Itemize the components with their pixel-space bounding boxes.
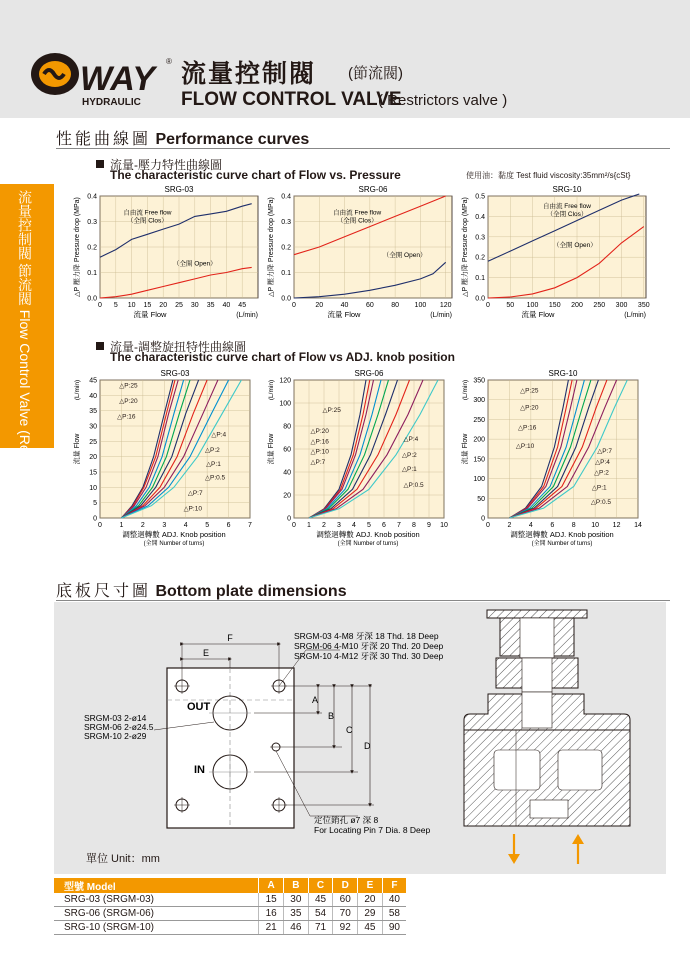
cell-c: 45 xyxy=(308,893,333,907)
cell-d: 92 xyxy=(333,921,358,935)
x-axis-label: 流量 Flow xyxy=(521,310,555,319)
chart-srg10-pressure xyxy=(458,184,658,330)
y-tick-label: 0.5 xyxy=(475,193,485,201)
x-tick-label: 7 xyxy=(248,522,252,529)
thread-callout-2: SRGM-06 4-M10 牙深 20 Thd. 20 Deep xyxy=(294,641,444,651)
x-tick-label: 8 xyxy=(412,522,416,529)
curve-label-p-2: △P:2 xyxy=(594,469,609,477)
curve-label-p-7: △P:7 xyxy=(187,490,203,497)
curve-label-p-25: △P:25 xyxy=(322,407,341,415)
x-axis-label: 調整迴轉數 ADJ. Knob position xyxy=(122,530,226,539)
x-tick-label: 10 xyxy=(591,522,600,529)
col-model: 型號 Model xyxy=(54,878,259,893)
curve-label-p-4: △P:4 xyxy=(403,435,419,443)
y-axis-label: 流量 Flow xyxy=(74,433,81,465)
y-tick-label: 5 xyxy=(93,500,97,508)
curve-label-p-10: △P:10 xyxy=(515,442,535,450)
cell-c: 54 xyxy=(308,907,333,921)
group1-bullet: 流量-壓力特性曲線圖 xyxy=(96,156,222,173)
bullet-square-icon xyxy=(96,160,104,168)
x-tick-label: 1 xyxy=(119,522,124,529)
y-tick-label: 40 xyxy=(89,392,97,400)
chart-srg03-pressure xyxy=(70,184,270,330)
curve-label-p-4: △P:4 xyxy=(595,458,610,466)
x-tick-label: 150 xyxy=(548,302,561,309)
y-tick-label: 300 xyxy=(473,397,485,405)
y-axis-label: 流量 Flow xyxy=(462,433,469,465)
y-tick-label: 100 xyxy=(473,476,485,484)
x-tick-label: 6 xyxy=(382,522,386,529)
chart-title: SRG-06 xyxy=(358,185,388,194)
x-tick-label: 7 xyxy=(397,522,401,529)
curve-label-p-16: △P:16 xyxy=(310,438,329,446)
svg-text:WAY: WAY xyxy=(80,60,155,98)
oway-logo xyxy=(30,50,180,108)
x-tick-label: 0 xyxy=(486,302,490,309)
section-performance-title xyxy=(56,126,309,149)
table-row xyxy=(54,893,406,907)
curve-label-p-1: △P:1 xyxy=(206,460,221,468)
x-axis-sublabel: (全開 Number of turns) xyxy=(337,541,399,547)
dimension-table xyxy=(54,878,406,935)
table-header-row xyxy=(54,878,406,893)
chart-title: SRG-03 xyxy=(164,185,194,194)
dim-b-label: B xyxy=(328,711,335,721)
x-axis-sublabel: (全開 Number of turns) xyxy=(143,541,205,547)
x-tick-label: 200 xyxy=(571,302,583,309)
x-tick-label: 5 xyxy=(113,302,118,309)
registered-mark: ® xyxy=(166,57,172,66)
section-bottom-plate-en: Bottom plate dimensions xyxy=(155,583,347,600)
curve-label-p-25: △P:25 xyxy=(119,382,138,390)
annotation-open: （全開 Open） xyxy=(382,252,427,260)
x-tick-label: 250 xyxy=(593,302,606,309)
bottom-plate-drawing xyxy=(54,602,666,874)
cell-a: 15 xyxy=(259,893,284,907)
y-tick-label: 80 xyxy=(283,423,291,431)
cell-f: 40 xyxy=(382,893,406,907)
curve-label-p-7: △P:7 xyxy=(597,447,613,455)
x-tick-label: 0 xyxy=(486,522,490,529)
y-axis-label: △P 壓力降 Pressure drop (MPa) xyxy=(74,197,81,297)
x-tick-label: 6 xyxy=(550,522,555,529)
col-d: D xyxy=(333,878,358,893)
x-tick-label: 20 xyxy=(159,302,168,309)
section-performance-en: Performance curves xyxy=(155,131,310,148)
port-in-label: IN xyxy=(194,764,205,776)
y-tick-label: 0.0 xyxy=(87,295,97,303)
x-tick-label: 0 xyxy=(292,522,296,529)
x-tick-label: 5 xyxy=(367,522,371,529)
y-tick-label: 15 xyxy=(89,469,97,477)
col-f: F xyxy=(382,878,406,893)
chart-srg06-pressure xyxy=(264,184,464,330)
annotation-free-flow-closed: （全閉 Clos） xyxy=(126,217,168,225)
x-tick-label: 8 xyxy=(571,522,576,529)
y-tick-label: 35 xyxy=(89,408,97,416)
plate-outline xyxy=(167,668,294,828)
y-tick-label: 0.3 xyxy=(87,219,97,226)
x-tick-label: 50 xyxy=(506,302,515,309)
curve-label-p-2: △P:2 xyxy=(205,447,220,455)
annotation-free-flow: 自由流 Free flow xyxy=(333,209,382,217)
cell-e: 29 xyxy=(358,907,383,921)
x-tick-label: 25 xyxy=(175,302,183,309)
annotation-open: （全開 Open） xyxy=(553,242,597,249)
x-axis-sublabel: (全開 Number of turns) xyxy=(531,541,593,547)
curve-label-p-10: △P:10 xyxy=(310,448,329,456)
dim-a-label: A xyxy=(312,695,319,705)
chart-title: SRG-03 xyxy=(160,369,190,378)
section-bottom-plate-title xyxy=(56,578,347,601)
x-axis-unit: (L/min) xyxy=(624,312,646,319)
x-tick-label: 120 xyxy=(439,302,452,309)
y-tick-label: 25 xyxy=(89,438,97,446)
cell-f: 90 xyxy=(382,921,406,935)
x-axis-label: 調整迴轉數 ADJ. Knob position xyxy=(510,530,614,539)
x-tick-label: 100 xyxy=(414,302,427,309)
section-performance-cn: 性能曲線圖 xyxy=(56,131,152,148)
x-tick-label: 3 xyxy=(162,522,167,529)
pin-callout-1: 定位銷孔 ø7 深 8 xyxy=(314,815,379,825)
cell-b: 46 xyxy=(283,921,308,935)
title-cn-sub: (節流閥) xyxy=(348,65,403,82)
x-axis-label: 流量 Flow xyxy=(133,310,167,319)
x-tick-label: 2 xyxy=(322,522,326,529)
x-tick-label: 40 xyxy=(340,302,349,309)
cell-e: 20 xyxy=(358,893,383,907)
y-tick-label: 50 xyxy=(477,495,485,503)
dim-e-label: E xyxy=(202,648,210,658)
y-tick-label: 0.4 xyxy=(281,193,291,201)
y-tick-label: 0.2 xyxy=(475,254,485,262)
x-tick-label: 4 xyxy=(183,522,188,529)
curve-label-p-10: △P:10 xyxy=(183,505,202,513)
dim-d-label: D xyxy=(364,741,371,751)
x-tick-label: 0 xyxy=(292,302,296,309)
annotation-free-flow-closed: （全閉 Clos） xyxy=(336,217,378,225)
section-divider xyxy=(56,600,670,601)
x-tick-label: 6 xyxy=(226,522,231,529)
curve-label-p-2: △P:2 xyxy=(402,452,417,460)
y-tick-label: 0.3 xyxy=(475,234,485,242)
cell-model: SRG-03 (SRGM-03) xyxy=(54,893,259,907)
chart-srg06-knob xyxy=(264,366,464,558)
x-tick-label: 15 xyxy=(143,302,152,309)
x-tick-label: 350 xyxy=(637,302,650,309)
cell-model: SRG-10 (SRGM-10) xyxy=(54,921,259,935)
y-tick-label: 0.4 xyxy=(475,213,485,221)
unit-label: 單位 Unit：mm xyxy=(86,853,160,865)
curve-label-p-0.5: △P:0.5 xyxy=(403,481,424,489)
y-axis-unit: (L/min) xyxy=(74,379,81,401)
x-tick-label: 100 xyxy=(526,302,539,309)
curve-label-p-20: △P:20 xyxy=(310,427,329,435)
x-tick-label: 0 xyxy=(98,302,102,309)
cell-d: 70 xyxy=(333,907,358,921)
y-axis-label: 流量 Flow xyxy=(268,433,275,465)
y-tick-label: 0 xyxy=(93,515,97,523)
x-tick-label: 80 xyxy=(391,302,400,309)
viscosity-note: 使用油：黏度 Test fluid viscosity:35mm²/s{cSt} xyxy=(466,171,631,180)
x-tick-label: 40 xyxy=(222,302,231,309)
y-tick-label: 200 xyxy=(473,436,485,444)
y-tick-label: 0.2 xyxy=(87,244,97,252)
cell-b: 35 xyxy=(283,907,308,921)
annotation-free-flow: 自由流 Free flow xyxy=(123,209,172,217)
plot-area xyxy=(488,380,638,518)
y-tick-label: 0.1 xyxy=(475,275,485,283)
curve-label-p-16: △P:16 xyxy=(117,413,136,421)
x-tick-label: 4 xyxy=(528,522,533,529)
curve-label-p-20: △P:20 xyxy=(119,398,138,405)
y-tick-label: 0.2 xyxy=(281,244,291,252)
y-tick-label: 0.0 xyxy=(281,295,291,303)
y-tick-label: 20 xyxy=(89,454,97,462)
curve-label-p-25: △P:25 xyxy=(520,387,539,395)
y-tick-label: 0.1 xyxy=(281,270,291,277)
y-tick-label: 250 xyxy=(473,416,485,424)
curve-label-p-0.5: △P:0.5 xyxy=(205,474,226,482)
group1-title: The characteristic curve chart of Flow vs. Pressure xyxy=(110,168,401,182)
curve-label-p-1: △P:1 xyxy=(591,484,607,492)
port-callout-3: SRGM-10 2-ø29 xyxy=(84,731,147,741)
title-en-sub: ( Restrictors valve ) xyxy=(378,92,508,109)
y-tick-label: 10 xyxy=(89,484,97,492)
dim-f-label: F xyxy=(227,633,233,643)
bullet-square-icon xyxy=(96,342,104,350)
x-tick-label: 0 xyxy=(98,522,102,529)
chart-title: SRG-10 xyxy=(548,369,578,378)
y-tick-label: 100 xyxy=(279,400,291,408)
x-tick-label: 2 xyxy=(140,522,145,529)
cell-c: 71 xyxy=(308,921,333,935)
y-axis-label: △P 壓力降 Pressure drop (MPa) xyxy=(268,197,275,297)
x-axis-label: 流量 Flow xyxy=(327,310,361,319)
y-tick-label: 60 xyxy=(283,446,291,454)
x-tick-label: 60 xyxy=(365,302,374,309)
curve-label-p-0.5: △P:0.5 xyxy=(590,498,612,506)
side-tab xyxy=(0,184,54,543)
curve-label-p-16: △P:16 xyxy=(518,424,537,432)
x-tick-label: 300 xyxy=(615,302,628,309)
x-tick-label: 3 xyxy=(337,522,341,529)
x-axis-unit: (L/min) xyxy=(430,312,452,319)
section-bottom-plate-cn: 底板尺寸圖 xyxy=(56,583,152,600)
port-callout-2: SRGM-06 2-ø24.5 xyxy=(84,722,154,732)
y-tick-label: 0 xyxy=(287,515,291,523)
cell-a: 16 xyxy=(259,907,284,921)
y-tick-label: 20 xyxy=(283,492,291,500)
y-tick-label: 350 xyxy=(473,377,485,385)
annotation-free-flow: 自由流 Free flow xyxy=(542,203,592,211)
x-tick-label: 4 xyxy=(352,522,356,529)
section-divider xyxy=(56,148,670,149)
y-axis-label: △P 壓力降 Pressure drop (MPa) xyxy=(462,197,469,297)
group2-title: The characteristic curve chart of Flow vs ADJ. knob position xyxy=(110,350,455,364)
y-tick-label: 0.0 xyxy=(475,295,485,303)
title-en: FLOW CONTROL VALVE xyxy=(181,89,402,110)
y-tick-label: 0 xyxy=(481,515,485,523)
table-row xyxy=(54,907,406,921)
cell-f: 58 xyxy=(382,907,406,921)
x-tick-label: 10 xyxy=(127,302,136,309)
brand-sub: HYDRAULIC xyxy=(82,97,141,108)
x-tick-label: 20 xyxy=(315,302,324,309)
y-tick-label: 150 xyxy=(473,456,485,464)
port-out-label: OUT xyxy=(187,701,211,713)
x-axis-unit: (L/min) xyxy=(236,312,258,319)
chart-srg10-knob xyxy=(458,366,658,558)
curve-label-p-20: △P:20 xyxy=(520,404,539,412)
thread-callout-3: SRGM-10 4-M12 牙深 30 Thd. 30 Deep xyxy=(294,651,444,661)
col-b: B xyxy=(283,878,308,893)
chart-srg03-knob xyxy=(70,366,270,558)
x-axis-label: 調整迴轉數 ADJ. Knob position xyxy=(316,530,420,539)
curve-label-p-7: △P:7 xyxy=(310,458,326,466)
x-tick-label: 35 xyxy=(206,302,215,309)
x-tick-label: 5 xyxy=(205,522,210,529)
x-tick-label: 10 xyxy=(440,522,448,529)
table-row xyxy=(54,921,406,935)
y-axis-unit: (L/min) xyxy=(462,379,469,401)
col-e: E xyxy=(358,878,383,893)
x-tick-label: 30 xyxy=(190,302,199,309)
col-c: C xyxy=(308,878,333,893)
thread-callout-1: SRGM-03 4-M8 牙深 18 Thd. 18 Deep xyxy=(294,631,439,641)
x-tick-label: 1 xyxy=(307,522,311,529)
dim-c-label: C xyxy=(346,725,353,735)
annotation-free-flow-closed: （全閉 Clos） xyxy=(546,211,588,219)
y-tick-label: 0.4 xyxy=(87,193,97,201)
x-tick-label: 45 xyxy=(238,302,247,309)
y-tick-label: 0.3 xyxy=(281,219,291,226)
group2-bullet: 流量-調整旋扭特性曲線圖 xyxy=(96,338,246,355)
y-tick-label: 0.1 xyxy=(87,270,97,277)
curve-label-p-4: △P:4 xyxy=(211,431,227,439)
y-tick-label: 40 xyxy=(283,469,291,477)
cell-e: 45 xyxy=(358,921,383,935)
chart-title: SRG-10 xyxy=(552,185,582,194)
annotation-open: （全開 Open） xyxy=(172,260,217,268)
y-tick-label: 45 xyxy=(89,377,97,385)
y-axis-unit: (L/min) xyxy=(268,379,275,401)
y-tick-label: 120 xyxy=(279,377,291,385)
x-tick-label: 14 xyxy=(634,522,642,529)
col-a: A xyxy=(259,878,284,893)
pin-callout-2: For Locating Pin 7 Dia. 8 Deep xyxy=(314,825,431,835)
title-cn: 流量控制閥 xyxy=(181,60,317,88)
side-tab-label: 流量控制閥 節流閥 Flow Control Valve (Restrictors valve) xyxy=(17,190,33,543)
cell-model: SRG-06 (SRGM-06) xyxy=(54,907,259,921)
cell-d: 60 xyxy=(333,893,358,907)
x-tick-label: 9 xyxy=(427,522,431,529)
cell-a: 21 xyxy=(259,921,284,935)
curve-label-p-1: △P:1 xyxy=(402,465,417,473)
x-tick-label: 12 xyxy=(612,522,621,529)
y-tick-label: 30 xyxy=(89,423,97,431)
port-callout-1: SRGM-03 2-ø14 xyxy=(84,713,147,723)
x-tick-label: 2 xyxy=(507,522,512,529)
chart-title: SRG-06 xyxy=(354,369,384,378)
cell-b: 30 xyxy=(283,893,308,907)
